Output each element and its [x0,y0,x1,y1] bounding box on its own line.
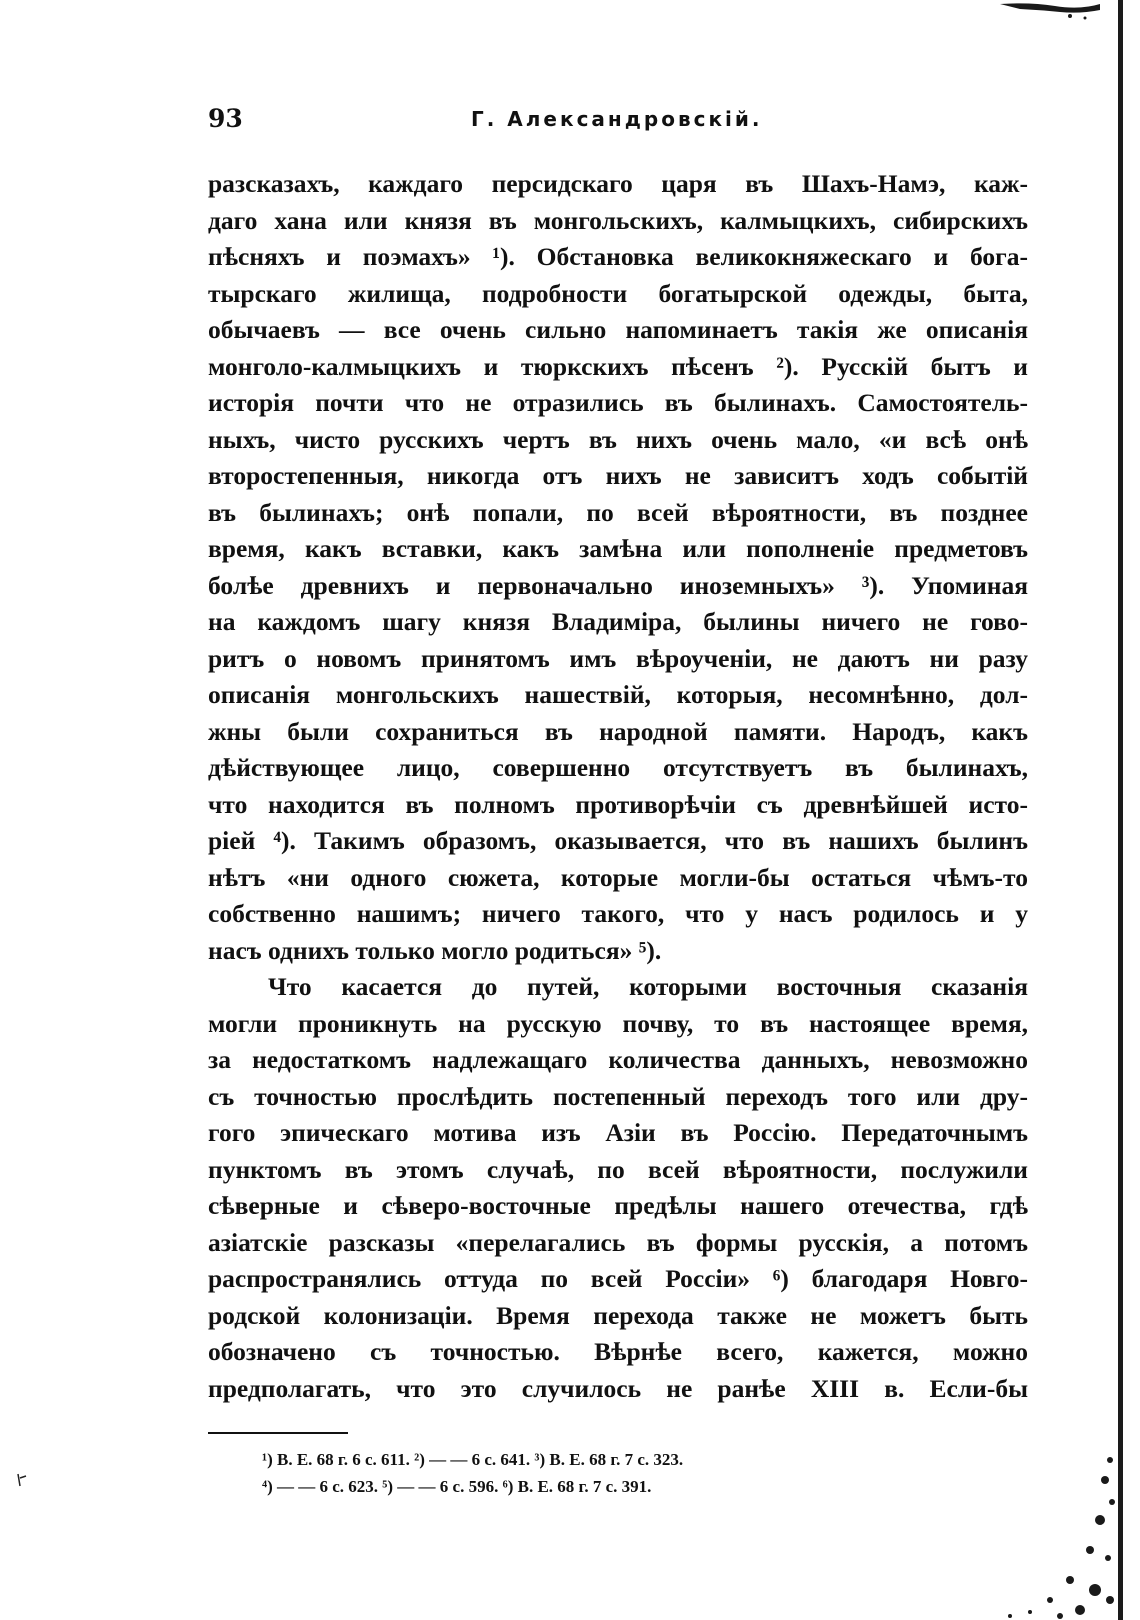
page-number: 93 [208,104,243,133]
text-line: въ былинахъ; онѣ попали, по всей вѣроятности, въ позднее [208,497,1028,527]
text-line: монголо-калмыцкихъ и тюркскихъ пѣсенъ ²). Русскій бытъ и [208,351,1028,381]
text-line: азіатскіе разсказы «перелагались въ формы русскія, а потомъ [208,1227,1028,1257]
text-line: за недостаткомъ надлежащаго количества данныхъ, невозможно [208,1045,1028,1074]
text-line: родской колонизаціи. Время перехода также не можетъ быть [208,1300,1028,1330]
text-line: гого эпическаго мотива изъ Азіи въ Россію. Передаточнымъ [208,1118,1028,1147]
text-line: могли проникнуть на русскую почву, то въ настоящее время, [208,1008,1028,1038]
text-line: время, какъ вставки, какъ замѣна или пополненіе предметовъ [208,534,1028,563]
text-line: пѣсняхъ и поэмахъ» ¹). Обстановка великокняжескаго и бога- [208,242,1028,271]
footnote-divider [208,1432,348,1434]
text-line: нѣтъ «ни одного сюжета, которые могли-бы остаться чѣмъ-то [208,862,1028,892]
text-line: съ точностью прослѣдить постепенный переходъ того или дру- [208,1081,1028,1111]
text-line: разсказахъ, каждаго персидскаго царя въ Шахъ-Намэ, каж- [208,169,1028,198]
text-line: что находится въ полномъ противорѣчіи съ древнѣйшей исто- [208,789,1028,819]
footnote-line: ¹) В. Е. 68 г. 6 с. 611. ²) — — 6 с. 641. ³) В. Е. 68 г. 7 с. 323. [262,1450,684,1469]
page-header [208,104,1028,138]
footnote-line: ⁴) — — 6 с. 623. ⁵) — — 6 с. 596. ⁶) В. Е. 68 г. 7 с. 391. [262,1477,652,1496]
text-line: тырскаго жилища, подробности богатырской одежды, быта, [208,278,1028,308]
text-line: ныхъ, чисто русскихъ чертъ въ нихъ очень мало, «и всѣ онѣ [208,424,1028,454]
text-line: ріей ⁴). Такимъ образомъ, оказывается, что въ нашихъ былинъ [208,826,1028,855]
text-line: исторія почти что не отразились въ былинахъ. Самостоятель- [208,388,1028,417]
text-line: собственно нашимъ; ничего такого, что у насъ родилось и у [208,899,1028,928]
scan-page-edge [1118,0,1123,1620]
text-line: распространялись оттуда по всей Россіи» ⁶) благодаря Новго- [208,1264,1028,1293]
main-text [208,166,1028,1407]
text-line: предполагать, что это случилось не ранѣе XIII в. Если-бы [208,1373,1028,1403]
text-line: дѣйствующее лицо, совершенно отсутствуетъ въ былинахъ, [208,753,1028,782]
text-line: пунктомъ въ этомъ случаѣ, по всей вѣроятности, послужили [208,1154,1028,1184]
paragraph-start-line: Что касается до путей, которыми восточныя сказанія [268,972,1028,1001]
footnotes [262,1446,1022,1500]
text-line: болѣе древнихъ и первоначально иноземныхъ» ³). Упоминая [208,570,1028,600]
text-line: обычаевъ — все очень сильно напоминаетъ такія же описанія [208,315,1028,344]
ink-blot-top [1000,0,1100,22]
text-line: ритъ о новомъ принятомъ имъ вѣроученіи, не даютъ ни разу [208,643,1028,673]
text-line: обозначено съ точностью. Вѣрнѣе всего, кажется, можно [208,1337,1028,1366]
ink-mark-left [14,1470,34,1490]
text-line: сѣверные и сѣверо-восточные предѣлы нашего отечества, гдѣ [208,1191,1028,1220]
text-line: на каждомъ шагу князя Владиміра, былины ничего не гово- [208,607,1028,636]
text-line: второстепенныя, никогда отъ нихъ не зависитъ ходъ событій [208,461,1028,490]
paragraph-end-line: насъ однихъ только могло родиться» ⁵). [208,935,662,965]
text-line: описанія монгольскихъ нашествій, которыя, несомнѣнно, дол- [208,680,1028,709]
running-title: Г. Александровскій. [471,107,763,131]
text-line: даго хана или князя въ монгольскихъ, калмыцкихъ, сибирскихъ [208,205,1028,235]
text-line: жны были сохраниться въ народной памяти. Народъ, какъ [208,716,1028,746]
